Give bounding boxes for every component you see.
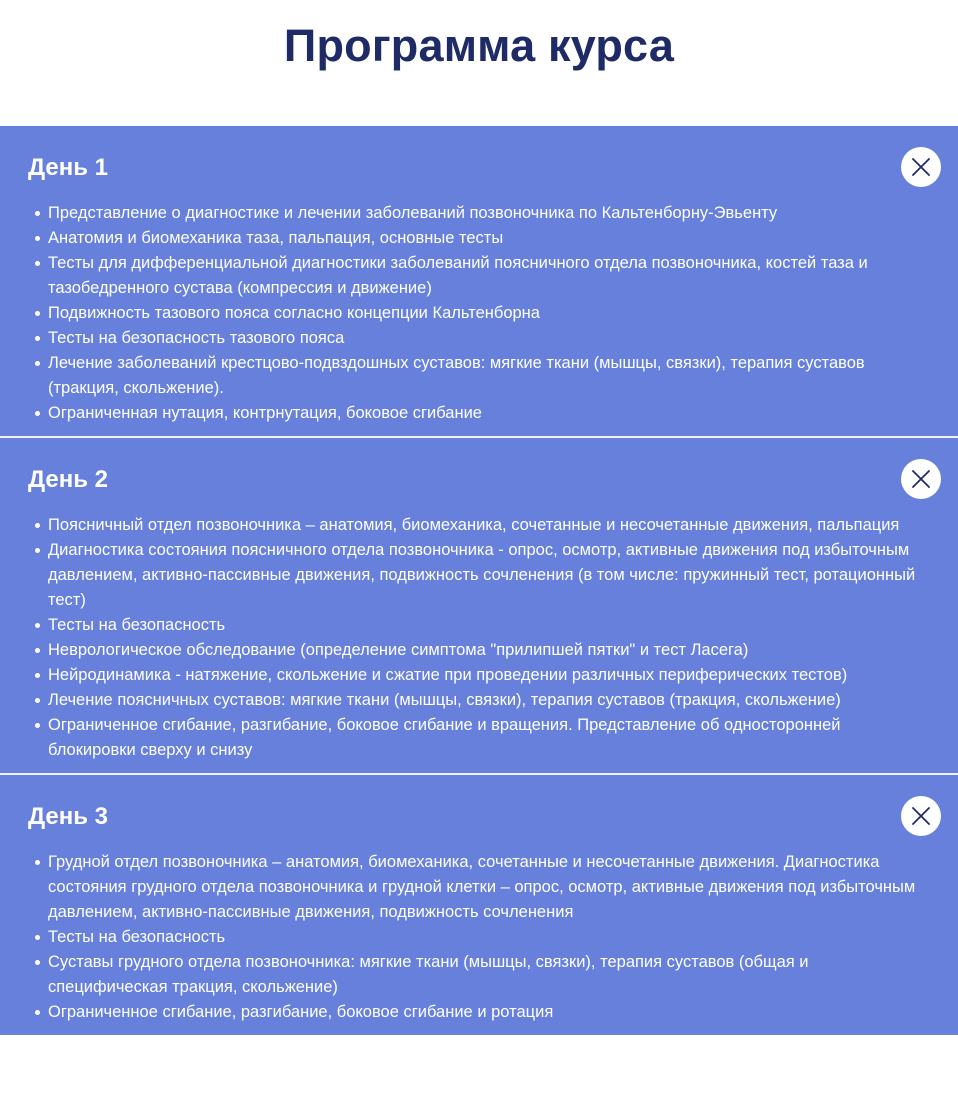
day-title: День 1 (28, 154, 109, 181)
list-item: Ограниченное сгибание, разгибание, боковое сгибание и ротация (28, 1000, 928, 1025)
list-item: Ограниченное сгибание, разгибание, боковое сгибание и вращения. Представление об односторонней блокировки сверху и снизу (28, 713, 928, 763)
list-item: Тесты для дифференциальной диагностики заболеваний поясничного отдела позвоночника, костей таза и тазобедренного сустава (компрессия и движение) (28, 251, 928, 301)
list-item: Ограниченная нутация, контрнутация, боковое сгибание (28, 401, 928, 426)
day-3-topic-list (28, 850, 928, 1025)
collapse-day-2-button[interactable] (901, 459, 941, 499)
day-title: День 2 (28, 466, 109, 493)
list-item: Диагностика состояния поясничного отдела позвоночника - опрос, осмотр, активные движения под избыточным давлением, активно-пассивные движения, подвижность сочленения (в том числе: пружинный тест, ротационный тест) (28, 538, 928, 613)
list-item: Поясничный отдел позвоночника – анатомия, биомеханика, сочетанные и несочетанные движения, пальпация (28, 513, 928, 538)
close-icon (912, 807, 930, 825)
list-item: Представление о диагностике и лечении заболеваний позвоночника по Кальтенборну-Эвьенту (28, 201, 928, 226)
collapse-day-3-button[interactable] (901, 796, 941, 836)
day-1-topic-list (28, 201, 928, 426)
list-item: Тесты на безопасность (28, 925, 928, 950)
close-icon (912, 470, 930, 488)
list-item: Суставы грудного отдела позвоночника: мягкие ткани (мышцы, связки), терапия суставов (общая и специфическая тракция, скольжение) (28, 950, 928, 1000)
day-3-panel (0, 773, 958, 1035)
collapse-day-1-button[interactable] (901, 147, 941, 187)
list-item: Анатомия и биомеханика таза, пальпация, основные тесты (28, 226, 928, 251)
list-item: Грудной отдел позвоночника – анатомия, биомеханика, сочетанные и несочетанные движения. Диагностика состояния грудного отдела позвоночника и грудной клетки – опрос, осмотр, активные движения под избыточным давлением, активно-пассивные движения, подвижность сочленения (28, 850, 928, 925)
list-item: Лечение заболеваний крестцово-подвздошных суставов: мягкие ткани (мышцы, связки), терапия суставов (тракция, скольжение). (28, 351, 928, 401)
list-item: Тесты на безопасность тазового пояса (28, 326, 928, 351)
list-item: Лечение поясничных суставов: мягкие ткани (мышцы, связки), терапия суставов (тракция, скольжение) (28, 688, 928, 713)
page-title: Программа курса (283, 20, 675, 71)
list-item: Подвижность тазового пояса согласно концепции Кальтенборна (28, 301, 928, 326)
day-1-panel (0, 126, 958, 436)
day-2-topic-list (28, 513, 928, 763)
list-item: Неврологическое обследование (определение симптома "прилипшей пятки" и тест Ласега) (28, 638, 928, 663)
list-item: Тесты на безопасность (28, 613, 928, 638)
close-icon (912, 158, 930, 176)
day-2-panel (0, 436, 958, 773)
list-item: Нейродинамика - натяжение, скольжение и сжатие при проведении различных периферических тестов) (28, 663, 928, 688)
day-title: День 3 (28, 803, 109, 830)
